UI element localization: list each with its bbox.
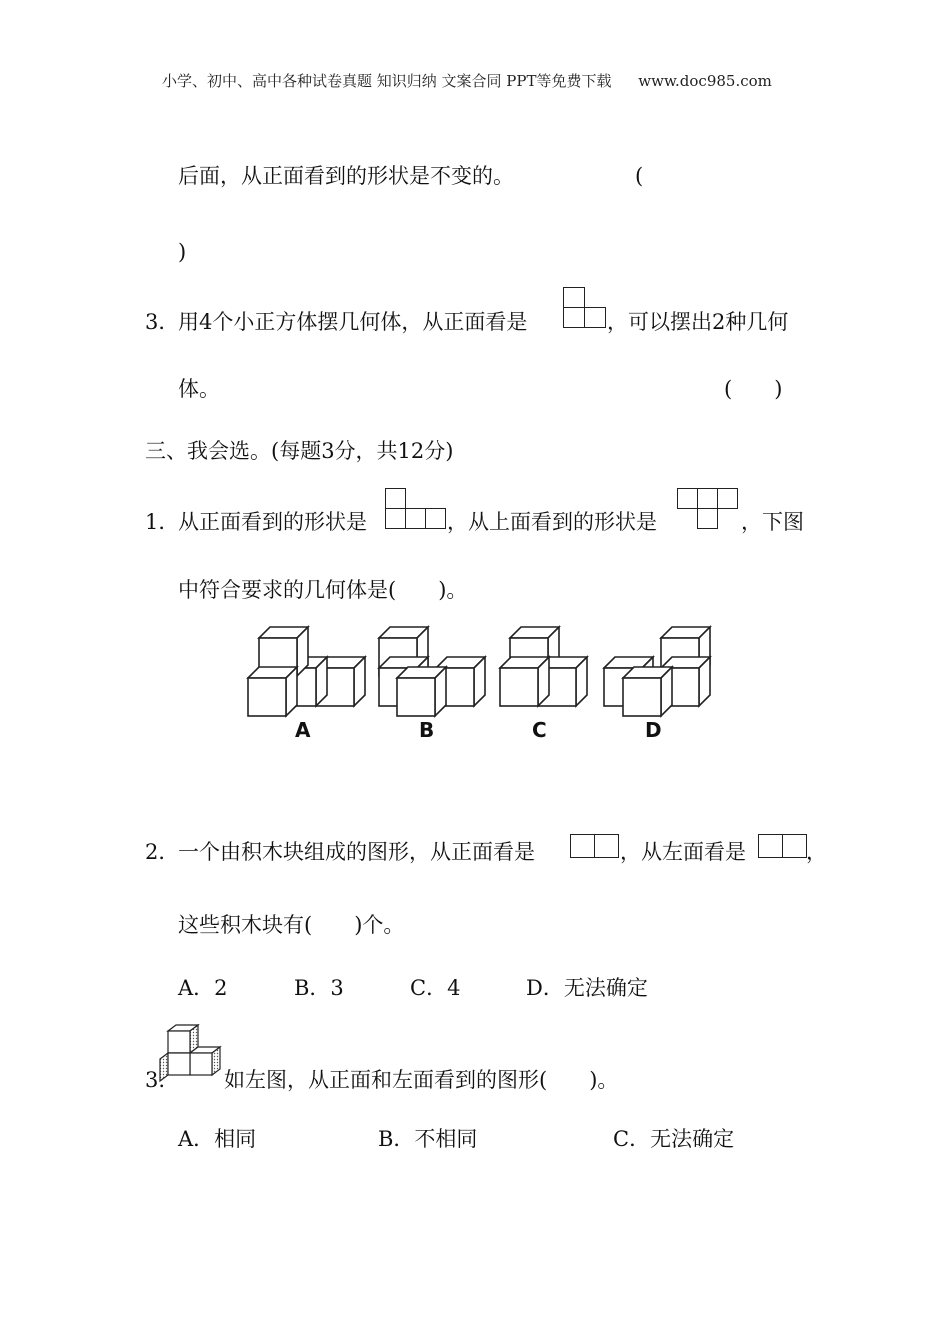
c3-number: 3. bbox=[145, 1068, 166, 1092]
c2-choice-c: C．4 bbox=[410, 976, 461, 1000]
c1-text-c: ，下图 bbox=[741, 510, 804, 534]
c2-text-b: ，从左面看是 bbox=[620, 840, 746, 864]
header-text: 小学、初中、高中各种试卷真题 知识归纳 文案合同 PPT等免费下载 bbox=[162, 72, 612, 90]
q3-answer-blank: ( ) bbox=[724, 377, 783, 401]
c3-choice-a: A．相同 bbox=[178, 1127, 257, 1151]
c2-number: 2． bbox=[145, 840, 180, 864]
q2-close-paren: ) bbox=[178, 240, 187, 264]
c2-text-c: ， bbox=[806, 840, 827, 864]
c1-text-a: 从正面看到的形状是 bbox=[178, 510, 367, 534]
q3-text-c: 体。 bbox=[178, 377, 220, 401]
q3-number: 3． bbox=[145, 310, 180, 334]
q3-text-a: 用4个小正方体摆几何体，从正面看是 bbox=[178, 310, 528, 334]
c3-text-a: 如左图，从正面和左面看到的图形( )。 bbox=[224, 1068, 619, 1092]
c1-option-c: C bbox=[532, 718, 547, 742]
c1-option-d: D bbox=[645, 718, 662, 742]
c1-text-b: ，从上面看到的形状是 bbox=[447, 510, 657, 534]
c1-number: 1． bbox=[145, 510, 180, 534]
cube-c-front bbox=[500, 657, 549, 706]
c2-choice-b: B．3 bbox=[294, 976, 344, 1000]
q2-continuation: 后面，从正面看到的形状是不变的。 bbox=[178, 164, 514, 188]
c2-text-a: 一个由积木块组成的图形，从正面看是 bbox=[178, 840, 535, 864]
c2-front-view-figure bbox=[570, 834, 620, 858]
q3-text-b: ，可以摆出2种几何 bbox=[607, 310, 789, 334]
c3-choice-c: C．无法确定 bbox=[613, 1127, 735, 1151]
cube-d-front bbox=[623, 667, 672, 716]
c2-text-d: 这些积木块有( )个。 bbox=[178, 913, 405, 937]
section3-title: 三、我会选。(每题3分，共12分) bbox=[145, 439, 454, 463]
c2-choice-a: A．2 bbox=[178, 976, 228, 1000]
c1-option-a: A bbox=[295, 718, 311, 742]
c2-left-view-figure bbox=[758, 834, 808, 858]
c3-choice-b: B．不相同 bbox=[378, 1127, 478, 1151]
c2-choice-d: D．无法确定 bbox=[526, 976, 648, 1000]
c1-text-d: 中符合要求的几何体是( )。 bbox=[178, 578, 468, 602]
header-site: www.doc985.com bbox=[638, 72, 772, 90]
cube-b-front bbox=[397, 667, 446, 716]
cube-a-front bbox=[248, 667, 297, 716]
q2-open-paren: ( bbox=[635, 164, 644, 188]
c3-cube-figure bbox=[156, 1022, 226, 1088]
c1-option-b: B bbox=[419, 718, 435, 742]
